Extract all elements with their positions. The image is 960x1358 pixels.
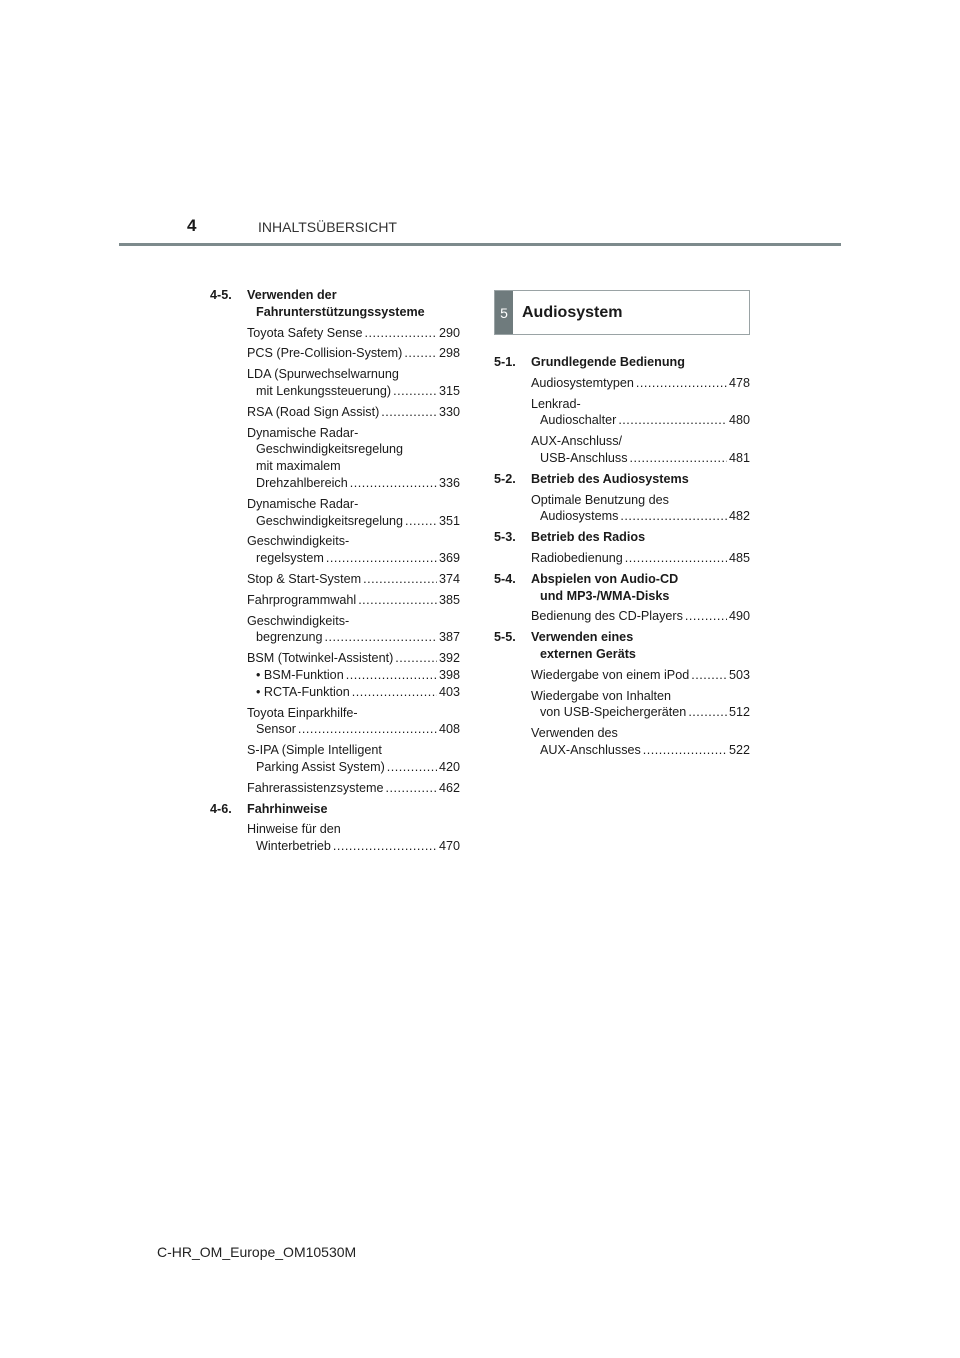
toc-entry[interactable] [210,425,460,492]
entry-title-cont: USB-Anschluss [540,450,628,465]
entry-page: 481 [728,450,750,465]
toc-entry[interactable] [494,550,750,567]
toc-entry[interactable] [210,742,460,776]
entry-page: 374 [438,571,460,586]
entry-title: Stop & Start-System [247,571,362,586]
section-number: 5-2. [494,471,516,486]
toc-entry[interactable] [494,492,750,526]
entry-page: 298 [438,346,460,361]
section-heading[interactable] [494,354,750,371]
entry-title: Wiedergabe von einem iPod [531,667,690,682]
toc-right-column [494,354,750,763]
entry-title-cont: Drehzahlbereich [256,475,348,490]
entry-page: 482 [728,509,750,524]
section-heading[interactable] [210,287,460,321]
entry-title: Geschwindigkeits- [247,613,350,628]
toc-entry[interactable] [494,396,750,430]
section-title: Betrieb des Audiosystems [531,471,689,486]
section-heading[interactable] [494,471,750,488]
entry-page: 420 [438,759,460,774]
entry-title: Fahrprogrammwahl [247,592,357,607]
entry-title-cont: mit maximalem [256,459,341,474]
section-title: Abspielen von Audio-CD [531,571,679,586]
entry-page: 330 [438,404,460,419]
entry-title: PCS (Pre-Collision-System) [247,346,403,361]
entry-title: Verwenden des [531,726,618,741]
entry-page: 503 [728,667,750,682]
toc-entry[interactable] [494,433,750,467]
toc-entry[interactable] [210,780,460,797]
header-rule [119,243,841,246]
toc-entry[interactable] [210,571,460,588]
entry-title: Fahrerassistenzsysteme [247,780,384,795]
toc-entry[interactable] [210,366,460,400]
section-title: Verwenden eines [531,630,634,645]
entry-page: 398 [438,667,460,682]
toc-entry[interactable] [210,650,460,700]
entry-title-cont: begrenzung [256,630,323,645]
entry-title: Optimale Benutzung des [531,492,669,507]
section-title-line2: Fahrunterstützungssysteme [256,304,425,319]
entry-page: 336 [438,475,460,490]
toc-subentry[interactable] [247,667,460,684]
entry-page: 369 [438,551,460,566]
footer-doc-id: C-HR_OM_Europe_OM10530M [157,1244,357,1260]
entry-title-cont: Audioschalter [540,413,617,428]
section-number: 5-1. [494,355,516,369]
toc-entry[interactable] [210,345,460,362]
entry-title-cont: Sensor [256,722,296,737]
section-heading[interactable] [494,571,750,605]
toc-entry[interactable] [210,325,460,342]
entry-title: Bedienung des CD-Players [531,609,683,624]
entry-title-cont: Geschwindigkeitsregelung [256,513,404,528]
entry-title-cont: regelsystem [256,551,324,566]
entry-title: S-IPA (Simple Intelligent [247,743,382,758]
section-title: Fahrhinweise [247,801,328,816]
entry-title-cont: Winterbetrieb [256,839,331,854]
entry-title-cont: von USB-Speichergeräten [540,705,687,720]
section-heading[interactable] [494,629,750,663]
toc-entry[interactable] [494,667,750,684]
entry-title: • BSM-Funktion [256,667,344,682]
entry-title-cont: Audiosystems [540,509,619,524]
section-title: Verwenden der [247,288,337,302]
entry-page: 462 [438,780,460,795]
entry-title: Geschwindigkeits- [247,534,350,549]
entry-page: 392 [438,651,460,666]
entry-title: AUX-Anschluss/ [531,434,622,449]
toc-entry[interactable] [210,533,460,567]
toc-entry[interactable] [494,375,750,392]
toc-entry[interactable] [494,608,750,625]
entry-title: Lenkrad- [531,396,581,411]
toc-entry[interactable] [494,688,750,722]
toc-entry[interactable] [494,725,750,759]
entry-title: Toyota Safety Sense [247,325,363,340]
toc-entry[interactable] [210,705,460,739]
entry-page: 408 [438,722,460,737]
chapter-heading[interactable] [494,290,750,335]
section-number: 4-5. [210,288,232,302]
toc-entry[interactable] [210,592,460,609]
entry-title: RSA (Road Sign Assist) [247,404,380,419]
section-number: 4-6. [210,801,232,816]
entry-title: Dynamische Radar- [247,425,359,440]
header-title: INHALTSÜBERSICHT [258,219,397,235]
page-number: 4 [187,216,197,235]
entry-page: 315 [438,383,460,398]
section-title: Betrieb des Radios [531,530,646,545]
entry-page: 387 [438,630,460,645]
section-number: 5-5. [494,630,516,645]
section-heading[interactable] [494,529,750,546]
entry-page: 470 [438,839,460,854]
entry-title-cont: mit Lenkungssteuerung) [256,383,392,398]
entry-title: Dynamische Radar- [247,496,359,511]
entry-page: 490 [728,609,750,624]
entry-title-cont: Parking Assist System) [256,759,385,774]
entry-page: 385 [438,592,460,607]
entry-page: 403 [438,684,460,699]
entry-title: LDA (Spurwechselwarnung [247,367,399,382]
section-number: 5-4. [494,571,516,586]
entry-page: 478 [728,375,750,390]
chapter-title: Audiosystem [522,303,623,321]
section-number: 5-3. [494,530,516,545]
entry-page: 522 [728,742,750,757]
toc-entry[interactable] [210,613,460,647]
section-title-line2: externen Geräts [540,646,636,661]
entry-title: Hinweise für den [247,822,341,837]
entry-title-cont: Geschwindigkeitsregelung [256,442,404,457]
entry-title: Audiosystemtypen [531,375,634,390]
entry-title: BSM (Totwinkel-Assistent) [247,651,394,666]
entry-title-cont: AUX-Anschlusses [540,742,641,757]
entry-title: • RCTA-Funktion [256,684,350,699]
entry-page: 512 [728,705,750,720]
toc-entry[interactable] [210,404,460,421]
section-heading[interactable] [210,801,460,818]
chapter-number-tab: 5 [495,291,513,334]
entry-title: Toyota Einparkhilfe- [247,705,358,720]
entry-page: 290 [438,325,460,340]
toc-subentry[interactable] [247,684,460,701]
toc-entry[interactable] [210,496,460,530]
entry-page: 351 [438,513,460,528]
entry-page: 480 [728,413,750,428]
entry-title: Wiedergabe von Inhalten [531,688,672,703]
section-title-line2: und MP3-/WMA-Disks [540,588,670,603]
toc-left-column [210,287,460,859]
entry-page: 485 [728,550,750,565]
entry-title: Radiobedienung [531,550,623,565]
section-title: Grundlegende Bedienung [531,355,685,369]
toc-entry[interactable] [210,821,460,855]
